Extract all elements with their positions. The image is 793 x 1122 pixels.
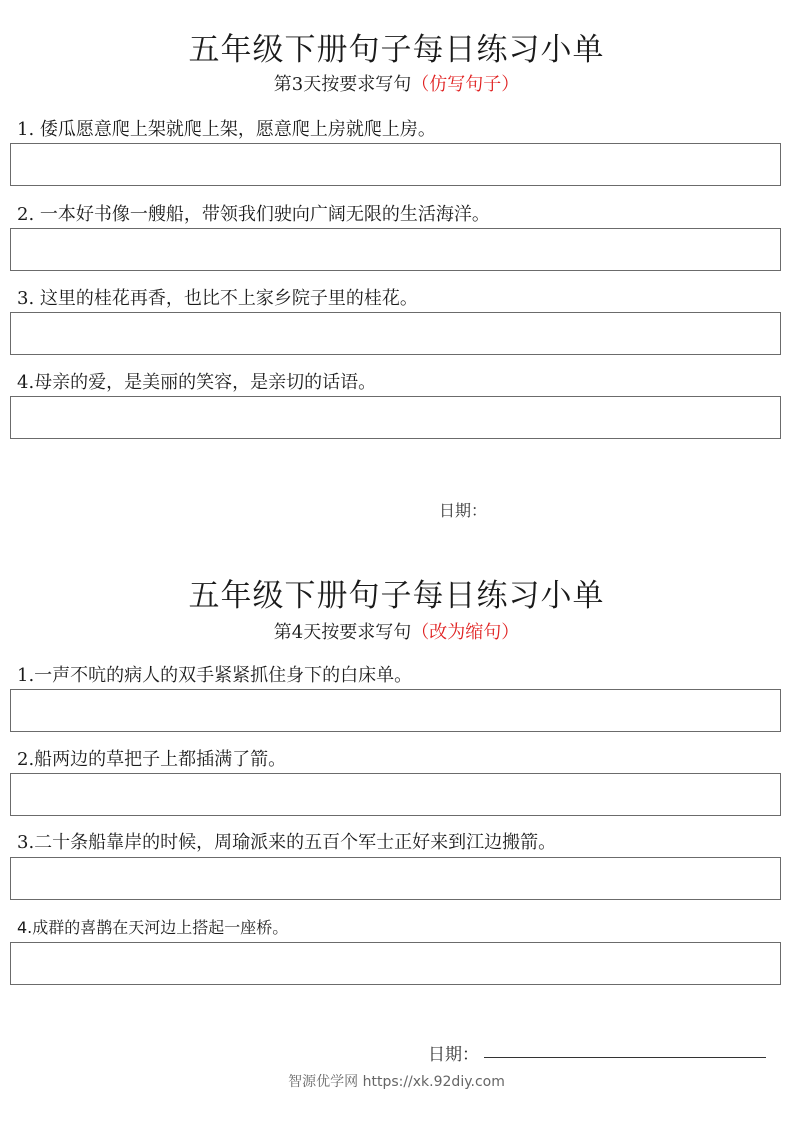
section1-question-1: 1. 倭瓜愿意爬上架就爬上架，愿意爬上房就爬上房。: [17, 119, 436, 140]
section1-question-4: 4.母亲的爱，是美丽的笑容，是亲切的话语。: [17, 372, 377, 393]
section1-answer-box-2[interactable]: [10, 228, 781, 271]
section2-question-2: 2.船两边的草把子上都插满了箭。: [17, 749, 287, 770]
section2-question-4: 4.成群的喜鹊在天河边上搭起一座桥。: [17, 918, 289, 937]
section2-answer-box-3[interactable]: [10, 857, 781, 900]
section2-subtitle-text: 第4天按要求写句: [273, 622, 412, 643]
section1-subtitle-text: 第3天按要求写句: [273, 74, 412, 95]
section1-question-3: 3. 这里的桂花再香，也比不上家乡院子里的桂花。: [17, 288, 418, 309]
section2-question-1: 1.一声不吭的病人的双手紧紧抓住身下的白床单。: [17, 665, 413, 686]
section2-answer-box-2[interactable]: [10, 773, 781, 816]
section1-question-2: 2. 一本好书像一艘船，带领我们驶向广阔无限的生活海洋。: [17, 204, 490, 225]
section2-answer-box-1[interactable]: [10, 689, 781, 732]
section2-question-3: 3.二十条船靠岸的时候，周瑜派来的五百个军士正好来到江边搬箭。: [17, 832, 557, 853]
section1-subtitle: [0, 70, 793, 96]
section2-title: 五年级下册句子每日练习小单: [188, 578, 605, 614]
section2-answer-box-4[interactable]: [10, 942, 781, 985]
section1-subtitle-tag: （仿写句子）: [411, 74, 520, 95]
section1-answer-box-3[interactable]: [10, 312, 781, 355]
section2-subtitle: [0, 618, 793, 644]
section1-answer-box-4[interactable]: [10, 396, 781, 439]
footer-watermark: 智源优学网 https://xk.92diy.com: [288, 1074, 505, 1090]
section1-answer-box-1[interactable]: [10, 143, 781, 186]
section1-date-label: 日期：: [439, 501, 488, 520]
section2-date-label: 日期：: [428, 1045, 479, 1065]
section1-title: 五年级下册句子每日练习小单: [188, 32, 605, 68]
section2-date-line[interactable]: [484, 1057, 766, 1058]
section2-subtitle-tag: （改为缩句）: [411, 622, 520, 643]
